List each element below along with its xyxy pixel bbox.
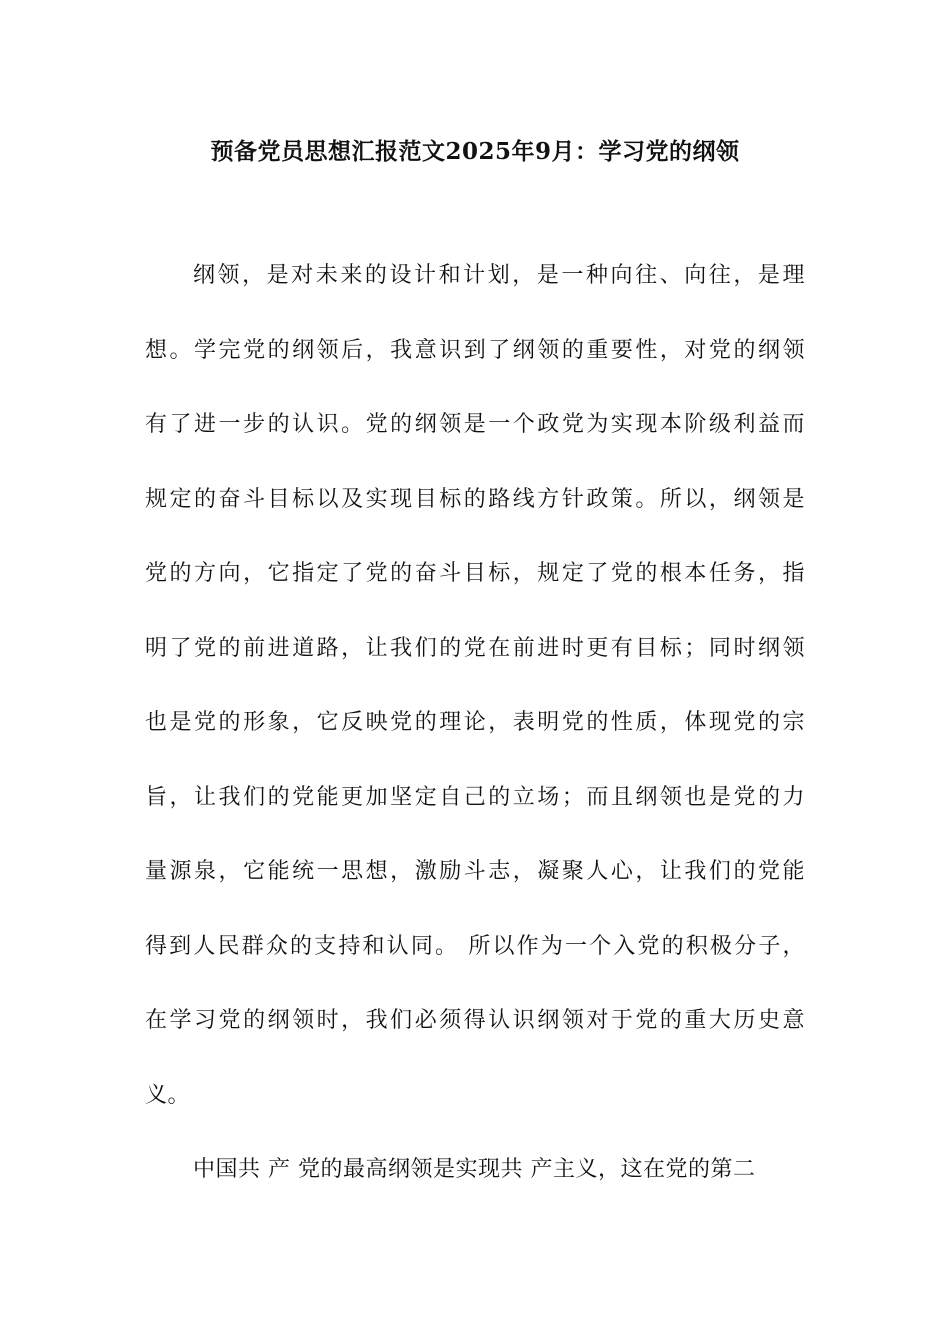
text-line: 旨，让我们的党能更加坚定自己的立场；而且纲领也是党的力 [145,784,805,810]
text-line: 也是党的形象，它反映党的理论，表明党的性质，体现党的宗 [145,710,805,735]
paragraph [145,1150,805,1225]
text-line: 明了党的前进道路，让我们的党在前进时更有目标；同时纲领 [145,635,805,661]
document-body [145,256,805,1225]
text-line: 规定的奋斗目标以及实现目标的路线方针政策。所以，纲领是 [145,486,805,512]
text-line: 在学习党的纲领时，我们必须得认识纲领对于党的重大历史意 [145,1008,805,1033]
document-title: 预备党员思想汇报范文2025年9月：学习党的纲领 [210,138,740,165]
text-line: 中国共 产 党的最高纲领是实现共 产主义，这在党的第二 [193,1157,756,1182]
paragraph [145,256,805,1150]
text-line: 有了进一步的认识。党的纲领是一个政党为实现本阶级利益而 [145,412,805,437]
text-line: 党的方向，它指定了党的奋斗目标，规定了党的根本任务，指 [145,561,805,586]
text-line: 想。学完党的纲领后，我意识到了纲领的重要性，对党的纲领 [145,337,805,363]
text-line: 量源泉，它能统一思想，激励斗志，凝聚人心，让我们的党能 [145,859,805,884]
text-line: 义。 [145,1082,191,1108]
text-line: 得到人民群众的支持和认同。 所以作为一个入党的积极分子， [145,933,805,959]
text-line: 纲领，是对未来的设计和计划，是一种向往、向往，是理 [193,263,805,288]
